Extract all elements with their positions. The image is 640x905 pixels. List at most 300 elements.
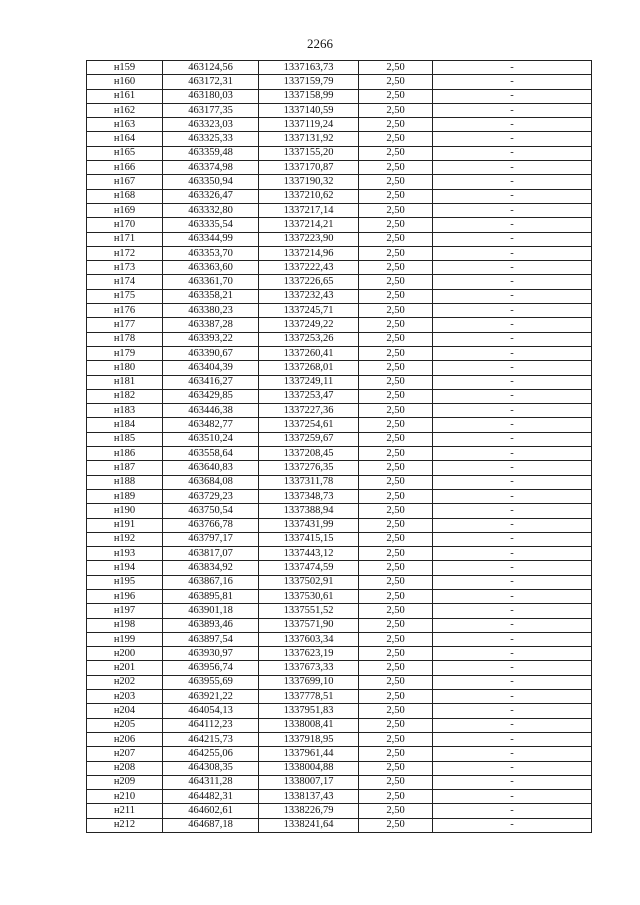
point-id-cell: н183 [87,404,163,418]
point-id-cell: н205 [87,718,163,732]
table-row [87,661,592,675]
x-coordinate-cell: 463640,83 [163,461,259,475]
point-id-cell: н201 [87,661,163,675]
x-coordinate-cell: 463323,03 [163,118,259,132]
table-row [87,418,592,432]
description-cell: - [433,532,592,546]
precision-cell: 2,50 [359,647,433,661]
x-coordinate-cell: 463429,85 [163,389,259,403]
y-coordinate-cell: 1337217,14 [259,203,359,217]
precision-cell: 2,50 [359,61,433,75]
table-row [87,232,592,246]
point-id-cell: н162 [87,103,163,117]
precision-cell: 2,50 [359,103,433,117]
x-coordinate-cell: 463482,77 [163,418,259,432]
table-row [87,346,592,360]
description-cell: - [433,790,592,804]
description-cell: - [433,75,592,89]
x-coordinate-cell: 463380,23 [163,304,259,318]
point-id-cell: н182 [87,389,163,403]
precision-cell: 2,50 [359,747,433,761]
precision-cell: 2,50 [359,418,433,432]
table-row [87,289,592,303]
precision-cell: 2,50 [359,675,433,689]
x-coordinate-cell: 463390,67 [163,346,259,360]
point-id-cell: н160 [87,75,163,89]
x-coordinate-cell: 463955,69 [163,675,259,689]
precision-cell: 2,50 [359,589,433,603]
x-coordinate-cell: 463404,39 [163,361,259,375]
y-coordinate-cell: 1337623,19 [259,647,359,661]
table-row [87,690,592,704]
table-row [87,261,592,275]
y-coordinate-cell: 1337254,61 [259,418,359,432]
point-id-cell: н187 [87,461,163,475]
precision-cell: 2,50 [359,232,433,246]
precision-cell: 2,50 [359,389,433,403]
y-coordinate-cell: 1337214,96 [259,246,359,260]
description-cell: - [433,732,592,746]
table-row [87,404,592,418]
description-cell: - [433,189,592,203]
precision-cell: 2,50 [359,289,433,303]
table-row [87,504,592,518]
precision-cell: 2,50 [359,175,433,189]
point-id-cell: н168 [87,189,163,203]
x-coordinate-cell: 463510,24 [163,432,259,446]
precision-cell: 2,50 [359,189,433,203]
table-row [87,246,592,260]
precision-cell: 2,50 [359,632,433,646]
table-row [87,103,592,117]
table-row [87,775,592,789]
table-row [87,432,592,446]
x-coordinate-cell: 463684,08 [163,475,259,489]
x-coordinate-cell: 463374,98 [163,161,259,175]
x-coordinate-cell: 463729,23 [163,489,259,503]
point-id-cell: н193 [87,547,163,561]
y-coordinate-cell: 1337348,73 [259,489,359,503]
point-id-cell: н198 [87,618,163,632]
table-row [87,804,592,818]
y-coordinate-cell: 1337214,21 [259,218,359,232]
y-coordinate-cell: 1337119,24 [259,118,359,132]
description-cell: - [433,575,592,589]
precision-cell: 2,50 [359,661,433,675]
y-coordinate-cell: 1337222,43 [259,261,359,275]
table-row [87,203,592,217]
description-cell: - [433,475,592,489]
point-id-cell: н167 [87,175,163,189]
table-row [87,532,592,546]
point-id-cell: н179 [87,346,163,360]
table-row [87,547,592,561]
description-cell: - [433,318,592,332]
y-coordinate-cell: 1337158,99 [259,89,359,103]
y-coordinate-cell: 1337170,87 [259,161,359,175]
description-cell: - [433,61,592,75]
x-coordinate-cell: 463172,31 [163,75,259,89]
description-cell: - [433,332,592,346]
point-id-cell: н174 [87,275,163,289]
y-coordinate-cell: 1338241,64 [259,818,359,832]
description-cell: - [433,261,592,275]
precision-cell: 2,50 [359,818,433,832]
x-coordinate-cell: 463930,97 [163,647,259,661]
precision-cell: 2,50 [359,761,433,775]
precision-cell: 2,50 [359,561,433,575]
point-id-cell: н203 [87,690,163,704]
x-coordinate-cell: 463325,33 [163,132,259,146]
description-cell: - [433,175,592,189]
description-cell: - [433,489,592,503]
y-coordinate-cell: 1337268,01 [259,361,359,375]
y-coordinate-cell: 1338226,79 [259,804,359,818]
description-cell: - [433,618,592,632]
description-cell: - [433,89,592,103]
precision-cell: 2,50 [359,346,433,360]
y-coordinate-cell: 1337951,83 [259,704,359,718]
table-row [87,561,592,575]
table-row [87,718,592,732]
point-id-cell: н207 [87,747,163,761]
description-cell: - [433,775,592,789]
point-id-cell: н159 [87,61,163,75]
description-cell: - [433,804,592,818]
x-coordinate-cell: 463766,78 [163,518,259,532]
table-row [87,461,592,475]
description-cell: - [433,232,592,246]
precision-cell: 2,50 [359,203,433,217]
x-coordinate-cell: 463921,22 [163,690,259,704]
description-cell: - [433,304,592,318]
x-coordinate-cell: 463895,81 [163,589,259,603]
x-coordinate-cell: 463180,03 [163,89,259,103]
y-coordinate-cell: 1337311,78 [259,475,359,489]
y-coordinate-cell: 1337415,15 [259,532,359,546]
description-cell: - [433,547,592,561]
y-coordinate-cell: 1337226,65 [259,275,359,289]
x-coordinate-cell: 463335,54 [163,218,259,232]
table-row [87,75,592,89]
y-coordinate-cell: 1337673,33 [259,661,359,675]
precision-cell: 2,50 [359,375,433,389]
point-id-cell: н185 [87,432,163,446]
x-coordinate-cell: 464311,28 [163,775,259,789]
table-row [87,189,592,203]
table-row [87,375,592,389]
y-coordinate-cell: 1337232,43 [259,289,359,303]
y-coordinate-cell: 1337245,71 [259,304,359,318]
precision-cell: 2,50 [359,118,433,132]
x-coordinate-cell: 463797,17 [163,532,259,546]
precision-cell: 2,50 [359,275,433,289]
precision-cell: 2,50 [359,304,433,318]
precision-cell: 2,50 [359,432,433,446]
precision-cell: 2,50 [359,161,433,175]
description-cell: - [433,246,592,260]
precision-cell: 2,50 [359,475,433,489]
point-id-cell: н196 [87,589,163,603]
table-row [87,518,592,532]
y-coordinate-cell: 1338137,43 [259,790,359,804]
y-coordinate-cell: 1337918,95 [259,732,359,746]
description-cell: - [433,589,592,603]
point-id-cell: н189 [87,489,163,503]
point-id-cell: н199 [87,632,163,646]
description-cell: - [433,275,592,289]
description-cell: - [433,718,592,732]
x-coordinate-cell: 464255,06 [163,747,259,761]
precision-cell: 2,50 [359,804,433,818]
x-coordinate-cell: 463359,48 [163,146,259,160]
table-row [87,732,592,746]
y-coordinate-cell: 1337530,61 [259,589,359,603]
table-row [87,161,592,175]
y-coordinate-cell: 1337227,36 [259,404,359,418]
y-coordinate-cell: 1337210,62 [259,189,359,203]
description-cell: - [433,747,592,761]
point-id-cell: н178 [87,332,163,346]
precision-cell: 2,50 [359,404,433,418]
description-cell: - [433,404,592,418]
y-coordinate-cell: 1337155,20 [259,146,359,160]
y-coordinate-cell: 1337474,59 [259,561,359,575]
point-id-cell: н206 [87,732,163,746]
point-id-cell: н177 [87,318,163,332]
description-cell: - [433,461,592,475]
x-coordinate-cell: 464215,73 [163,732,259,746]
x-coordinate-cell: 464602,61 [163,804,259,818]
y-coordinate-cell: 1337131,92 [259,132,359,146]
table-row [87,704,592,718]
point-id-cell: н202 [87,675,163,689]
table-row [87,218,592,232]
description-cell: - [433,604,592,618]
x-coordinate-cell: 463344,99 [163,232,259,246]
y-coordinate-cell: 1337249,11 [259,375,359,389]
precision-cell: 2,50 [359,518,433,532]
point-id-cell: н165 [87,146,163,160]
coordinates-table-body [87,61,592,833]
precision-cell: 2,50 [359,775,433,789]
point-id-cell: н172 [87,246,163,260]
table-row [87,361,592,375]
y-coordinate-cell: 1338007,17 [259,775,359,789]
point-id-cell: н210 [87,790,163,804]
table-row [87,604,592,618]
table-row [87,389,592,403]
point-id-cell: н212 [87,818,163,832]
point-id-cell: н161 [87,89,163,103]
table-row [87,146,592,160]
x-coordinate-cell: 463893,46 [163,618,259,632]
table-row [87,632,592,646]
x-coordinate-cell: 463358,21 [163,289,259,303]
description-cell: - [433,118,592,132]
description-cell: - [433,447,592,461]
precision-cell: 2,50 [359,532,433,546]
x-coordinate-cell: 463897,54 [163,632,259,646]
point-id-cell: н173 [87,261,163,275]
y-coordinate-cell: 1337259,67 [259,432,359,446]
precision-cell: 2,50 [359,690,433,704]
precision-cell: 2,50 [359,732,433,746]
x-coordinate-cell: 463393,22 [163,332,259,346]
description-cell: - [433,761,592,775]
table-row [87,118,592,132]
x-coordinate-cell: 463834,92 [163,561,259,575]
precision-cell: 2,50 [359,361,433,375]
description-cell: - [433,418,592,432]
x-coordinate-cell: 463387,28 [163,318,259,332]
precision-cell: 2,50 [359,246,433,260]
table-row [87,489,592,503]
description-cell: - [433,561,592,575]
description-cell: - [433,103,592,117]
point-id-cell: н176 [87,304,163,318]
point-id-cell: н190 [87,504,163,518]
table-row [87,675,592,689]
y-coordinate-cell: 1337253,26 [259,332,359,346]
x-coordinate-cell: 463446,38 [163,404,259,418]
point-id-cell: н186 [87,447,163,461]
description-cell: - [433,161,592,175]
precision-cell: 2,50 [359,146,433,160]
y-coordinate-cell: 1337190,32 [259,175,359,189]
table-row [87,332,592,346]
x-coordinate-cell: 463177,35 [163,103,259,117]
point-id-cell: н180 [87,361,163,375]
precision-cell: 2,50 [359,790,433,804]
description-cell: - [433,203,592,217]
table-row [87,304,592,318]
point-id-cell: н166 [87,161,163,175]
point-id-cell: н171 [87,232,163,246]
x-coordinate-cell: 463361,70 [163,275,259,289]
table-row [87,747,592,761]
precision-cell: 2,50 [359,618,433,632]
precision-cell: 2,50 [359,489,433,503]
y-coordinate-cell: 1337223,90 [259,232,359,246]
y-coordinate-cell: 1337961,44 [259,747,359,761]
point-id-cell: н169 [87,203,163,217]
y-coordinate-cell: 1338008,41 [259,718,359,732]
y-coordinate-cell: 1337778,51 [259,690,359,704]
table-row [87,175,592,189]
point-id-cell: н197 [87,604,163,618]
table-row [87,89,592,103]
description-cell: - [433,632,592,646]
precision-cell: 2,50 [359,718,433,732]
y-coordinate-cell: 1337276,35 [259,461,359,475]
description-cell: - [433,146,592,160]
table-row [87,61,592,75]
point-id-cell: н184 [87,418,163,432]
x-coordinate-cell: 463326,47 [163,189,259,203]
y-coordinate-cell: 1337159,79 [259,75,359,89]
point-id-cell: н163 [87,118,163,132]
x-coordinate-cell: 463332,80 [163,203,259,217]
point-id-cell: н181 [87,375,163,389]
description-cell: - [433,289,592,303]
precision-cell: 2,50 [359,504,433,518]
x-coordinate-cell: 463353,70 [163,246,259,260]
y-coordinate-cell: 1337699,10 [259,675,359,689]
precision-cell: 2,50 [359,547,433,561]
description-cell: - [433,518,592,532]
x-coordinate-cell: 463901,18 [163,604,259,618]
table-row [87,790,592,804]
y-coordinate-cell: 1337249,22 [259,318,359,332]
x-coordinate-cell: 463867,16 [163,575,259,589]
point-id-cell: н194 [87,561,163,575]
table-row [87,589,592,603]
y-coordinate-cell: 1337431,99 [259,518,359,532]
y-coordinate-cell: 1337571,90 [259,618,359,632]
description-cell: - [433,375,592,389]
x-coordinate-cell: 463750,54 [163,504,259,518]
precision-cell: 2,50 [359,132,433,146]
precision-cell: 2,50 [359,604,433,618]
x-coordinate-cell: 464482,31 [163,790,259,804]
description-cell: - [433,218,592,232]
x-coordinate-cell: 463363,60 [163,261,259,275]
description-cell: - [433,361,592,375]
x-coordinate-cell: 464308,35 [163,761,259,775]
x-coordinate-cell: 463817,07 [163,547,259,561]
y-coordinate-cell: 1337551,52 [259,604,359,618]
precision-cell: 2,50 [359,704,433,718]
description-cell: - [433,704,592,718]
y-coordinate-cell: 1337260,41 [259,346,359,360]
x-coordinate-cell: 463350,94 [163,175,259,189]
description-cell: - [433,432,592,446]
point-id-cell: н188 [87,475,163,489]
y-coordinate-cell: 1337388,94 [259,504,359,518]
point-id-cell: н164 [87,132,163,146]
x-coordinate-cell: 463416,27 [163,375,259,389]
x-coordinate-cell: 463956,74 [163,661,259,675]
point-id-cell: н175 [87,289,163,303]
precision-cell: 2,50 [359,75,433,89]
table-row [87,761,592,775]
y-coordinate-cell: 1337443,12 [259,547,359,561]
precision-cell: 2,50 [359,575,433,589]
table-row [87,318,592,332]
description-cell: - [433,661,592,675]
point-id-cell: н170 [87,218,163,232]
point-id-cell: н208 [87,761,163,775]
point-id-cell: н200 [87,647,163,661]
precision-cell: 2,50 [359,332,433,346]
page-number: 2266 [307,36,333,51]
y-coordinate-cell: 1337603,34 [259,632,359,646]
precision-cell: 2,50 [359,218,433,232]
precision-cell: 2,50 [359,261,433,275]
point-id-cell: н209 [87,775,163,789]
y-coordinate-cell: 1337208,45 [259,447,359,461]
table-row [87,475,592,489]
description-cell: - [433,647,592,661]
precision-cell: 2,50 [359,447,433,461]
y-coordinate-cell: 1338004,88 [259,761,359,775]
precision-cell: 2,50 [359,89,433,103]
description-cell: - [433,346,592,360]
table-row [87,818,592,832]
table-row [87,132,592,146]
point-id-cell: н192 [87,532,163,546]
